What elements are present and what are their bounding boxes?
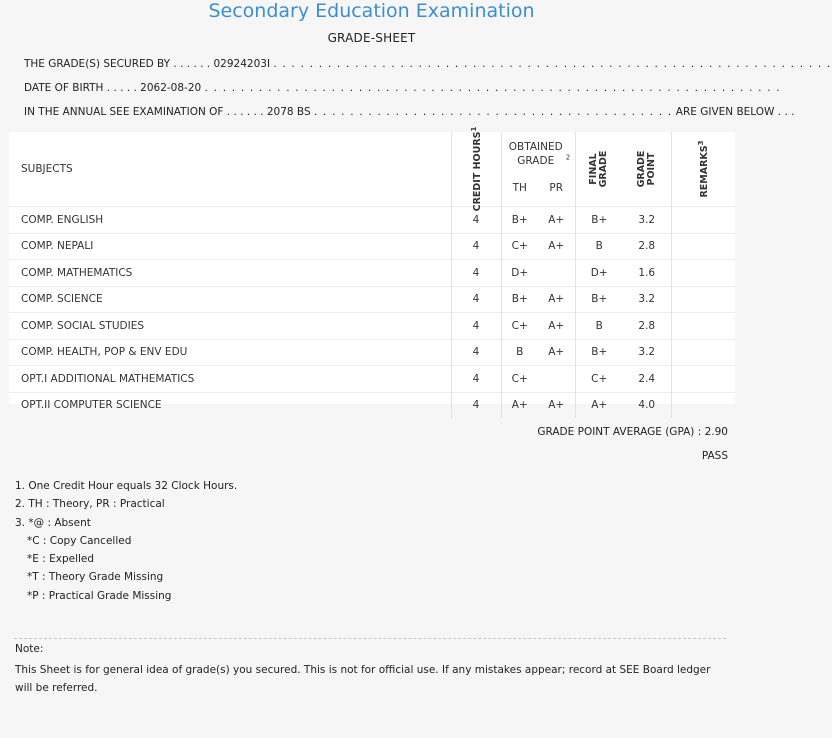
subject-cell: COMP. SOCIAL STUDIES	[9, 313, 451, 340]
pr-grade-cell: A+	[538, 207, 575, 234]
final-grade-cell: B	[575, 313, 623, 340]
subject-cell: OPT.I ADDITIONAL MATHEMATICS	[9, 366, 451, 393]
credit-hours-cell: 4	[451, 366, 501, 393]
grade-point-header: GRADE POINT	[635, 150, 657, 188]
pr-grade-cell: A+	[538, 286, 575, 313]
grade-point-cell: 3.2	[623, 286, 671, 313]
exam-line: IN THE ANNUAL SEE EXAMINATION OF . . . . . . 2078 BS . . . . . . . . . . . . . . . . . . . . . . . . . . . . . . . . . . . . . . . . ARE GIVEN BELOW . . .	[24, 106, 795, 118]
dob-label: DATE OF BIRTH . . . . .	[24, 82, 137, 94]
grade-point-cell: 3.2	[623, 339, 671, 366]
note-heading: Note:	[15, 643, 44, 655]
obtained-grade-header: OBTAINED GRADE $^2$	[501, 132, 575, 170]
credit-hours-cell: 4	[451, 233, 501, 260]
dob-value: 2062-08-20	[140, 82, 202, 94]
subject-cell: COMP. MATHEMATICS	[9, 260, 451, 287]
grade-point-cell: 2.8	[623, 233, 671, 260]
credit-hours-cell: 4	[451, 207, 501, 234]
credit-hours-cell: 4	[451, 260, 501, 287]
secured-by-label: THE GRADE(S) SECURED BY . . . . . .	[24, 58, 211, 70]
table-row	[9, 233, 735, 260]
pr-grade-cell	[538, 260, 575, 287]
pr-grade-cell: A+	[538, 392, 575, 418]
gpa-line	[537, 426, 728, 438]
table-row	[9, 207, 735, 234]
remarks-cell	[671, 260, 735, 287]
dob-line: DATE OF BIRTH . . . . . 2062-08-20 . . . . . . . . . . . . . . . . . . . . . . . . . . . . . . . . . . . . . . . . . . . . . . . . . . . . . . . . . . . . . . . .	[24, 82, 781, 94]
footnotes	[15, 477, 237, 605]
remarks-header: REMARKS$^3$	[671, 132, 735, 207]
subjects-header: SUBJECTS	[21, 163, 73, 175]
final-grade-cell: C+	[575, 366, 623, 393]
th-grade-cell: B	[501, 339, 538, 366]
credit-hours-cell: 4	[451, 313, 501, 340]
final-grade-cell: B+	[575, 339, 623, 366]
th-grade-cell: C+	[501, 233, 538, 260]
table-row	[9, 339, 735, 366]
th-grade-cell: B+	[501, 207, 538, 234]
page-title: Secondary Education Examination	[208, 0, 535, 22]
subject-cell: COMP. ENGLISH	[9, 207, 451, 234]
pr-grade-cell: A+	[538, 339, 575, 366]
pr-grade-cell	[538, 366, 575, 393]
th-grade-cell: A+	[501, 392, 538, 418]
table-row	[9, 260, 735, 287]
th-header: TH	[501, 170, 538, 207]
grade-table	[9, 126, 735, 418]
exam-year-value: 2078 BS	[266, 106, 311, 118]
final-grade-cell: B+	[575, 207, 623, 234]
table-row	[9, 392, 735, 418]
divider	[14, 638, 726, 639]
credit-hours-cell: 4	[451, 286, 501, 313]
remarks-cell	[671, 233, 735, 260]
subject-cell: COMP. NEPALI	[9, 233, 451, 260]
gpa-label: GRADE POINT AVERAGE (GPA) :	[537, 426, 702, 438]
final-grade-cell: A+	[575, 392, 623, 418]
remarks-cell	[671, 207, 735, 234]
gpa-value: 2.90	[704, 426, 728, 438]
subject-cell: COMP. HEALTH, POP & ENV EDU	[9, 339, 451, 366]
exam-label: IN THE ANNUAL SEE EXAMINATION OF . . . . . .	[24, 106, 264, 118]
th-grade-cell: C+	[501, 366, 538, 393]
pr-grade-cell: A+	[538, 313, 575, 340]
footnote-item: *E : Expelled	[27, 553, 95, 566]
footnote-item: *P : Practical Grade Missing	[27, 589, 172, 602]
final-grade-cell: B+	[575, 286, 623, 313]
credit-hours-cell: 4	[451, 392, 501, 418]
grade-point-cell: 2.4	[623, 366, 671, 393]
th-grade-cell: B+	[501, 286, 538, 313]
grade-point-cell: 1.6	[623, 260, 671, 287]
remarks-cell	[671, 392, 735, 418]
grade-point-cell: 2.8	[623, 313, 671, 340]
grade-table-container	[9, 126, 735, 412]
subject-cell: OPT.II COMPUTER SCIENCE	[9, 392, 451, 418]
note-body: This Sheet is for general idea of grade(s) you secured. This is not for official use. If any mistakes appear; record at SEE Board ledger will be referred.	[15, 664, 711, 694]
header-row	[9, 132, 735, 170]
th-grade-cell: C+	[501, 313, 538, 340]
exam-suffix: ARE GIVEN BELOW . . .	[675, 106, 795, 118]
footnote-item: *T : Theory Grade Missing	[27, 571, 164, 584]
footnote-item: *C : Copy Cancelled	[27, 534, 132, 547]
final-grade-cell: B	[575, 233, 623, 260]
grade-sheet-heading: GRADE-SHEET	[327, 31, 416, 45]
remarks-cell	[671, 286, 735, 313]
grade-point-cell: 4.0	[623, 392, 671, 418]
th-grade-cell: D+	[501, 260, 538, 287]
table-row	[9, 366, 735, 393]
result-status: PASS	[701, 450, 728, 462]
subject-cell: COMP. SCIENCE	[9, 286, 451, 313]
remarks-cell	[671, 339, 735, 366]
pr-header: PR	[549, 182, 564, 194]
final-grade-cell: D+	[575, 260, 623, 287]
table-row	[9, 286, 735, 313]
final-grade-header: FINAL GRADE	[575, 132, 623, 207]
footnote-item: 3. *@ : Absent	[15, 516, 91, 529]
remarks-cell	[671, 313, 735, 340]
footnote-item: 2. TH : Theory, PR : Practical	[15, 498, 165, 511]
credit-hours-cell: 4	[451, 339, 501, 366]
credit-hours-header: CREDIT HOURS$^1$	[451, 132, 501, 207]
table-row	[9, 313, 735, 340]
grade-point-cell: 3.2	[623, 207, 671, 234]
secured-by-line: THE GRADE(S) SECURED BY . . . . . . 02924203I . . . . . . . . . . . . . . . . . . . . . . . . . . . . . . . . . . . . . . . . . . . . . . . . . . . . . . . . . . . . . .	[24, 58, 832, 70]
pr-grade-cell: A+	[538, 233, 575, 260]
footnote-item: 1. One Credit Hour equals 32 Clock Hours.	[15, 480, 238, 492]
remarks-cell	[671, 366, 735, 393]
symbol-number-value: 02924203I	[213, 58, 271, 70]
